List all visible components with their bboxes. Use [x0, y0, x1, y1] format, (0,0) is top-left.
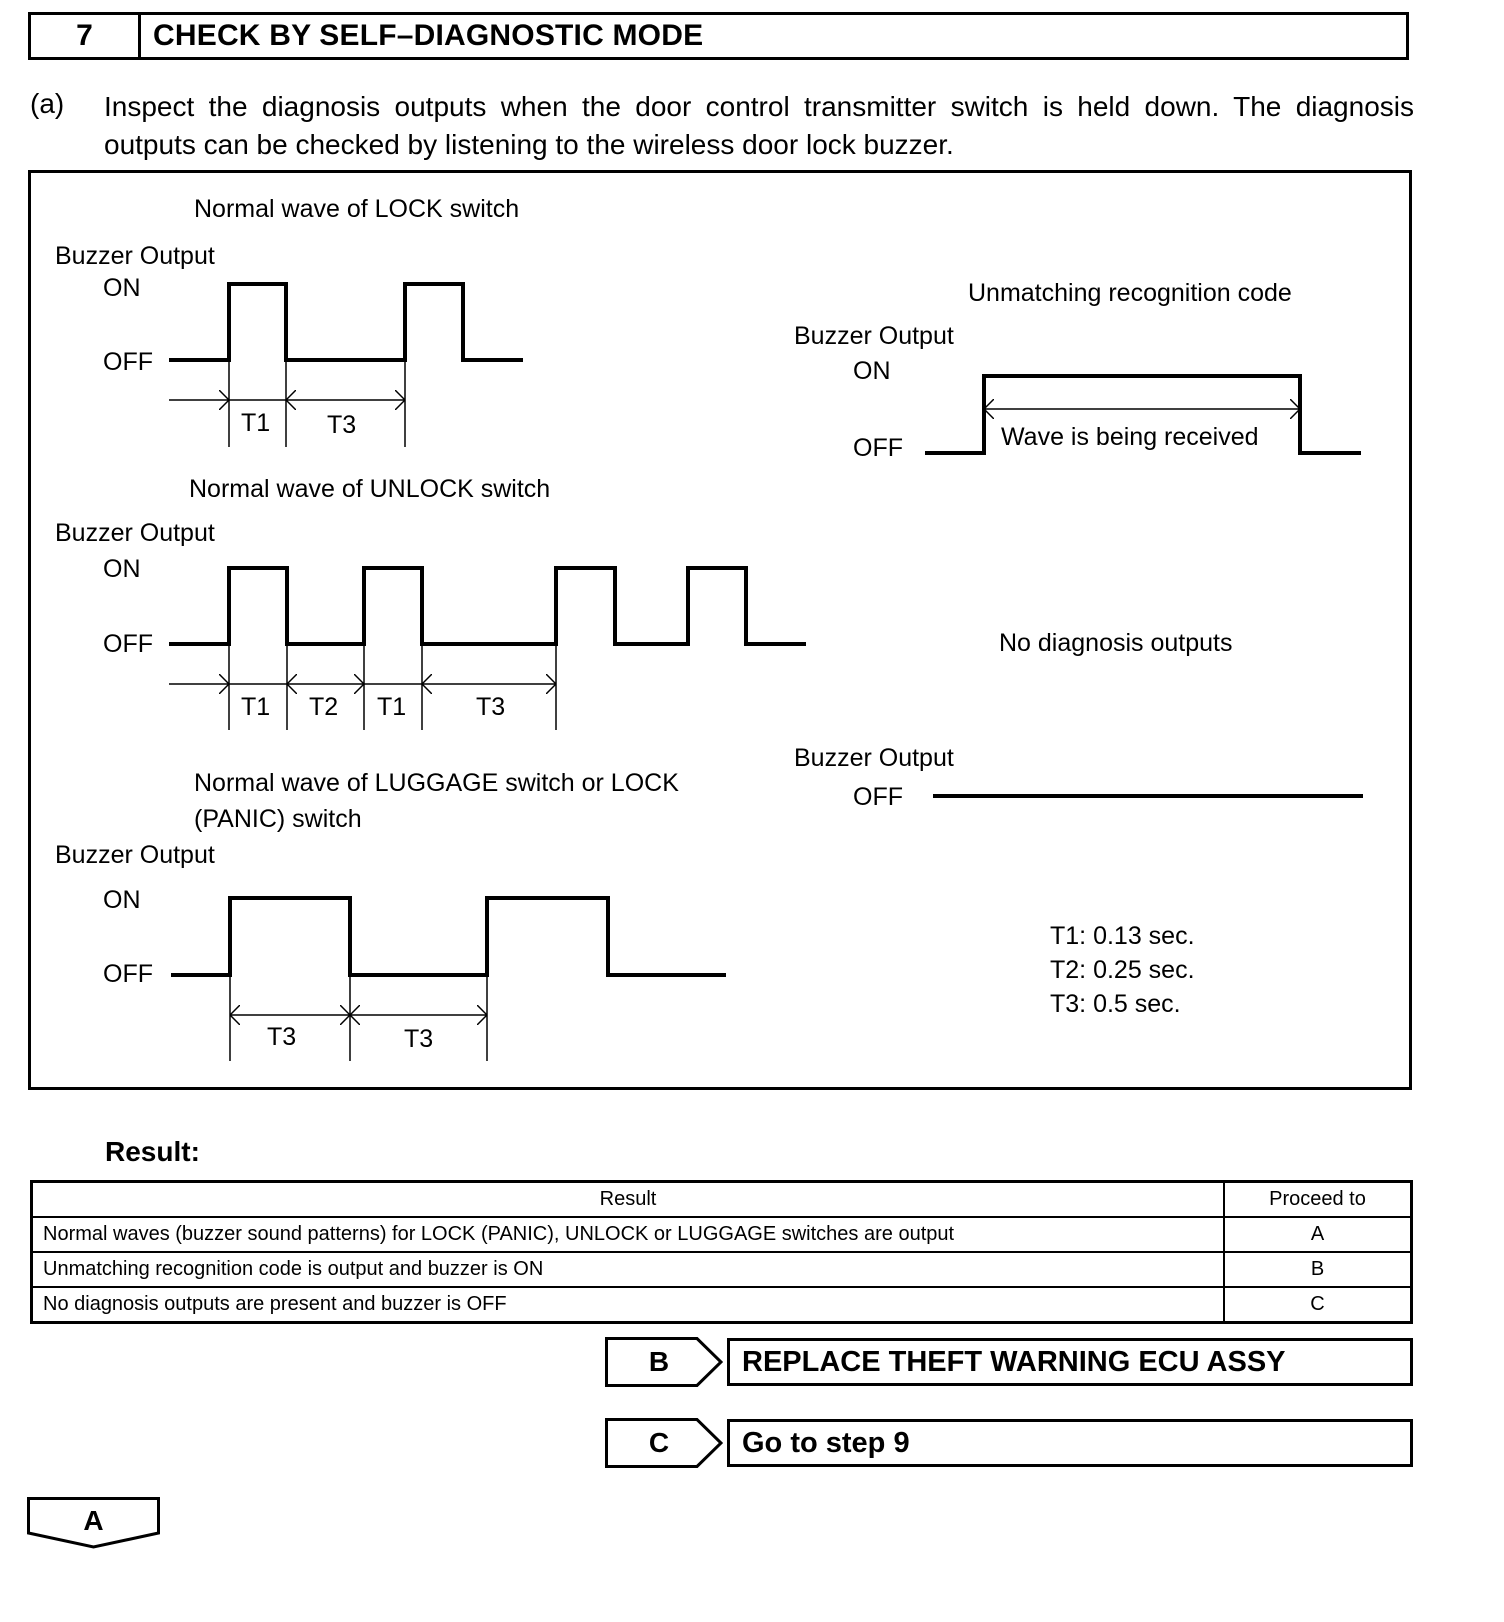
timing-legend-t1: T1: 0.13 sec. — [1050, 922, 1195, 950]
step-header — [28, 12, 1409, 60]
branch-c-action[interactable]: Go to step 9 — [727, 1419, 1413, 1467]
proceed-cell: A — [1224, 1217, 1412, 1252]
waveform-canvas — [31, 173, 1415, 1093]
lock-on-label: ON — [103, 274, 141, 302]
table-row — [32, 1252, 1412, 1287]
lock-axis-label: Buzzer Output — [55, 242, 215, 270]
branch-b-tag[interactable] — [605, 1337, 723, 1387]
instruction-text: Inspect the diagnosis outputs when the door control transmitter switch is held down. The diagnosis outputs can be checked by listening to the wireless door lock buzzer. — [104, 91, 1414, 160]
unmatching-wave-title: Unmatching recognition code — [968, 279, 1292, 307]
step-title: CHECK BY SELF–DIAGNOSTIC MODE — [153, 19, 704, 52]
timing-legend-t3: T3: 0.5 sec. — [1050, 990, 1181, 1018]
table-row — [32, 1287, 1412, 1323]
no-output-off-label: OFF — [853, 783, 903, 811]
proceed-cell: C — [1224, 1287, 1412, 1323]
luggage-waveform — [171, 898, 726, 975]
unmatching-off-label: OFF — [853, 434, 903, 462]
table-row — [32, 1217, 1412, 1252]
result-table — [30, 1180, 1413, 1324]
luggage-axis-label: Buzzer Output — [55, 841, 215, 869]
luggage-wave-title: Normal wave of LUGGAGE switch or LOCK — [194, 769, 679, 797]
branch-b-code: B — [648, 1346, 670, 1377]
unmatching-on-label: ON — [853, 357, 891, 385]
result-cell: No diagnosis outputs are present and buzzer is OFF — [32, 1287, 1225, 1323]
timing-legend-t2: T2: 0.25 sec. — [1050, 956, 1195, 984]
column-header-proceed: Proceed to — [1224, 1182, 1412, 1218]
lock-waveform — [169, 284, 523, 360]
branch-c-code: C — [648, 1427, 670, 1458]
step-number: 7 — [31, 15, 141, 57]
luggage-interval-label: T3 — [267, 1023, 297, 1051]
unlock-interval-label: T1 — [377, 693, 407, 721]
lock-off-label: OFF — [103, 348, 153, 376]
lock-interval-label: T1 — [241, 409, 271, 437]
luggage-wave-title-cont: (PANIC) switch — [194, 805, 362, 833]
unlock-axis-label: Buzzer Output — [55, 519, 215, 547]
instruction-label: (a) — [30, 88, 65, 119]
result-heading: Result: — [105, 1136, 200, 1167]
result-cell: Normal waves (buzzer sound patterns) for LOCK (PANIC), UNLOCK or LUGGAGE switches are output — [32, 1217, 1225, 1252]
lock-wave-title: Normal wave of LOCK switch — [194, 195, 520, 223]
unlock-interval-label: T2 — [309, 693, 339, 721]
column-header-result: Result — [32, 1182, 1225, 1218]
luggage-off-label: OFF — [103, 960, 153, 988]
unlock-interval-label: T3 — [476, 693, 506, 721]
luggage-interval-label: T3 — [404, 1025, 434, 1053]
branch-b-action[interactable]: REPLACE THEFT WARNING ECU ASSY — [727, 1338, 1413, 1386]
result-cell: Unmatching recognition code is output and buzzer is ON — [32, 1252, 1225, 1287]
no-output-axis-label: Buzzer Output — [794, 744, 954, 772]
proceed-cell: B — [1224, 1252, 1412, 1287]
unlock-wave-title: Normal wave of UNLOCK switch — [189, 475, 551, 503]
luggage-on-label: ON — [103, 886, 141, 914]
table-header-row — [32, 1182, 1412, 1218]
unlock-waveform — [169, 568, 806, 644]
unmatching-axis-label: Buzzer Output — [794, 322, 954, 350]
unlock-interval-label: T1 — [241, 693, 271, 721]
unmatching-span-label: Wave is being received — [1001, 423, 1259, 451]
lock-interval-label: T3 — [327, 411, 357, 439]
branch-c-tag[interactable] — [605, 1418, 723, 1468]
no-output-title: No diagnosis outputs — [999, 629, 1233, 657]
branch-a-code: A — [83, 1505, 104, 1536]
branch-a-tag[interactable] — [27, 1497, 160, 1549]
lock-timing-marks — [169, 360, 405, 447]
unlock-off-label: OFF — [103, 630, 153, 658]
unlock-on-label: ON — [103, 555, 141, 583]
waveform-diagram — [28, 170, 1412, 1090]
